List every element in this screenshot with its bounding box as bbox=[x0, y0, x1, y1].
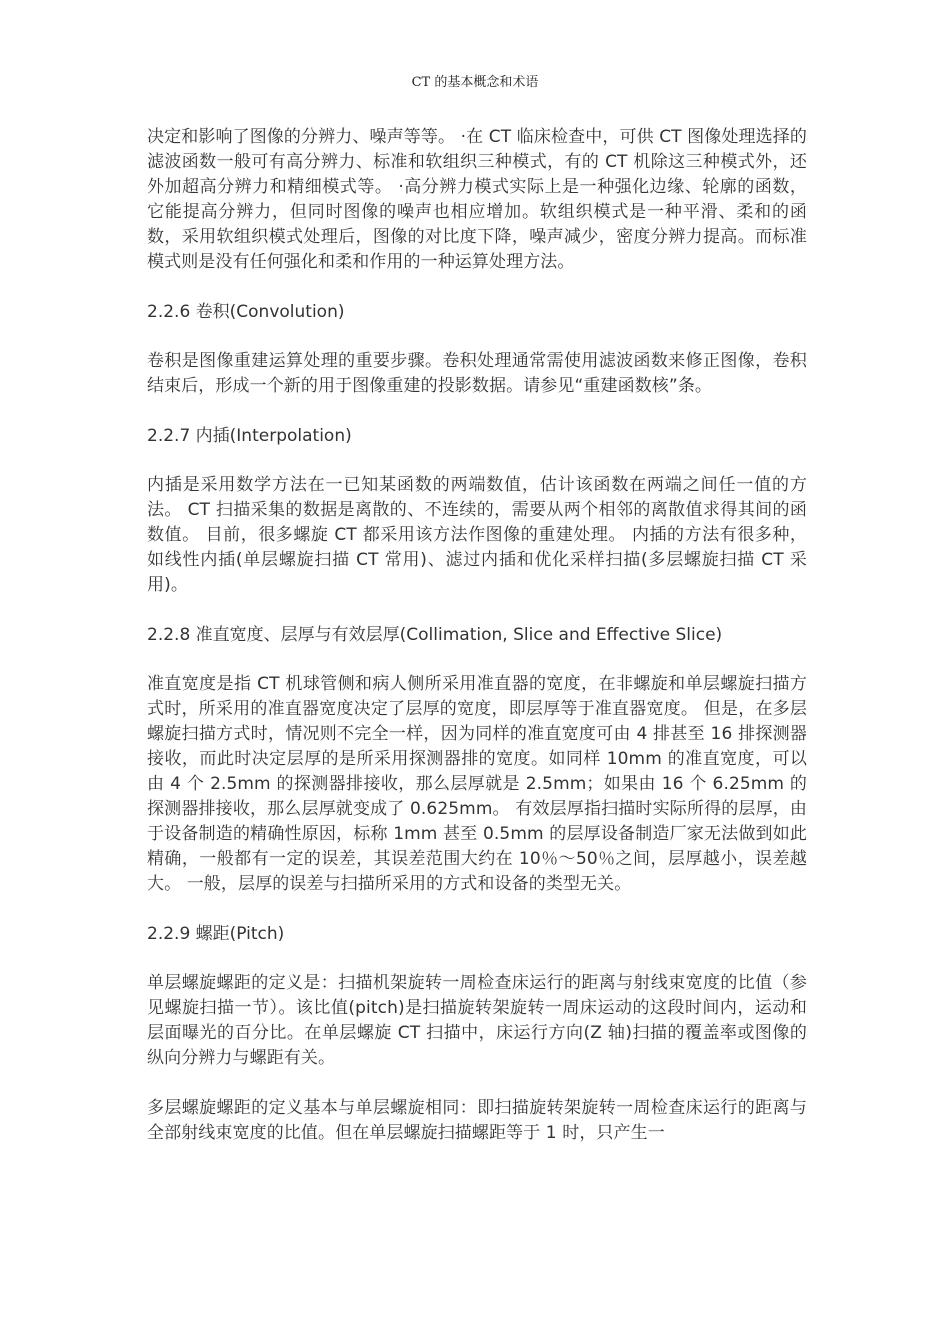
section-heading-convolution: 2.2.6 卷积(Convolution) bbox=[147, 302, 345, 322]
section-heading-collimation: 2.2.8 准直宽度、层厚与有效层厚(Collimation, Slice and Effective Slice) bbox=[147, 625, 723, 645]
page-header: CT 的基本概念和术语 bbox=[411, 75, 539, 90]
section-heading-pitch: 2.2.9 螺距(Pitch) bbox=[147, 924, 285, 944]
paragraph-collimation: 准直宽度是指 CT 机球管侧和病人侧所采用准直器的宽度，在非螺旋和单层螺旋扫描方式时，所采用的准直器宽度决定了层厚的宽度，即层厚等于准直器宽度。 但是，在多层螺旋扫描方式时，情况则不完全一样，因为同样的准直宽度可由 4 排甚至 16 排探测器接收，而此时决定层厚的是所采用探测器排的宽度。如同样 10mm 的准直宽度，可以由 4 个 2.5mm 的探测器排接收，那么层厚就是 2.5mm；如果由 16 个 6.25mm 的探测器排接收，那么层厚就变成了 0.625mm。 有效层厚指扫描时实际所得的层厚，由于设备制造的精确性原因，标称 1mm 甚至 0.5mm 的层厚设备制造厂家无法做到如此精确，一般都有一定的误差，其误差范围大约在 10％～50％之间，层厚越小，误差越大。 一般，层厚的误差与扫描所采用的方式和设备的类型无关。 bbox=[147, 674, 807, 894]
paragraph-interpolation: 内插是采用数学方法在一已知某函数的两端数值，估计该函数在两端之间任一值的方法。 CT 扫描采集的数据是离散的、不连续的，需要从两个相邻的离散值求得其间的函数值。 目前，很多螺旋 CT 都采用该方法作图像的重建处理。 内插的方法有很多种，如线性内插(单层螺旋扫描 CT 常用)、滤过内插和优化采样扫描(多层螺旋扫描 CT 采用)。 bbox=[147, 475, 807, 595]
paragraph-convolution: 卷积是图像重建运算处理的重要步骤。卷积处理通常需使用滤波函数来修正图像，卷积结束后，形成一个新的用于图像重建的投影数据。请参见“重建函数核”条。 bbox=[147, 351, 807, 396]
paragraph-single-slice-pitch: 单层螺旋螺距的定义是：扫描机架旋转一周检查床运行的距离与射线束宽度的比值（参见螺旋扫描一节）。该比值(pitch)是扫描旋转架旋转一周床运动的这段时间内，运动和层面曝光的百分比。在单层螺旋 CT 扫描中，床运行方向(Z 轴)扫描的覆盖率或图像的纵向分辨力与螺距有关。 bbox=[147, 973, 807, 1068]
document-body bbox=[147, 125, 807, 1171]
section-heading-interpolation: 2.2.7 内插(Interpolation) bbox=[147, 426, 352, 446]
paragraph-filter-modes: 决定和影响了图像的分辨力、噪声等等。 ·在 CT 临床检查中，可供 CT 图像处理选择的滤波函数一般可有高分辨力、标准和软组织三种模式，有的 CT 机除这三种模式外，还外加超高分辨力和精细模式等。 ·高分辨力模式实际上是一种强化边缘、轮廓的函数，它能提高分辨力，但同时图像的噪声也相应增加。软组织模式是一种平滑、柔和的函数，采用软组织模式处理后，图像的对比度下降，噪声减少，密度分辨力提高。而标准模式则是没有任何强化和柔和作用的一种运算处理方法。 bbox=[147, 127, 807, 272]
paragraph-multi-slice-pitch: 多层螺旋螺距的定义基本与单层螺旋相同：即扫描旋转架旋转一周检查床运行的距离与全部射线束宽度的比值。但在单层螺旋扫描螺距等于 1 时，只产生一 bbox=[147, 1098, 807, 1143]
